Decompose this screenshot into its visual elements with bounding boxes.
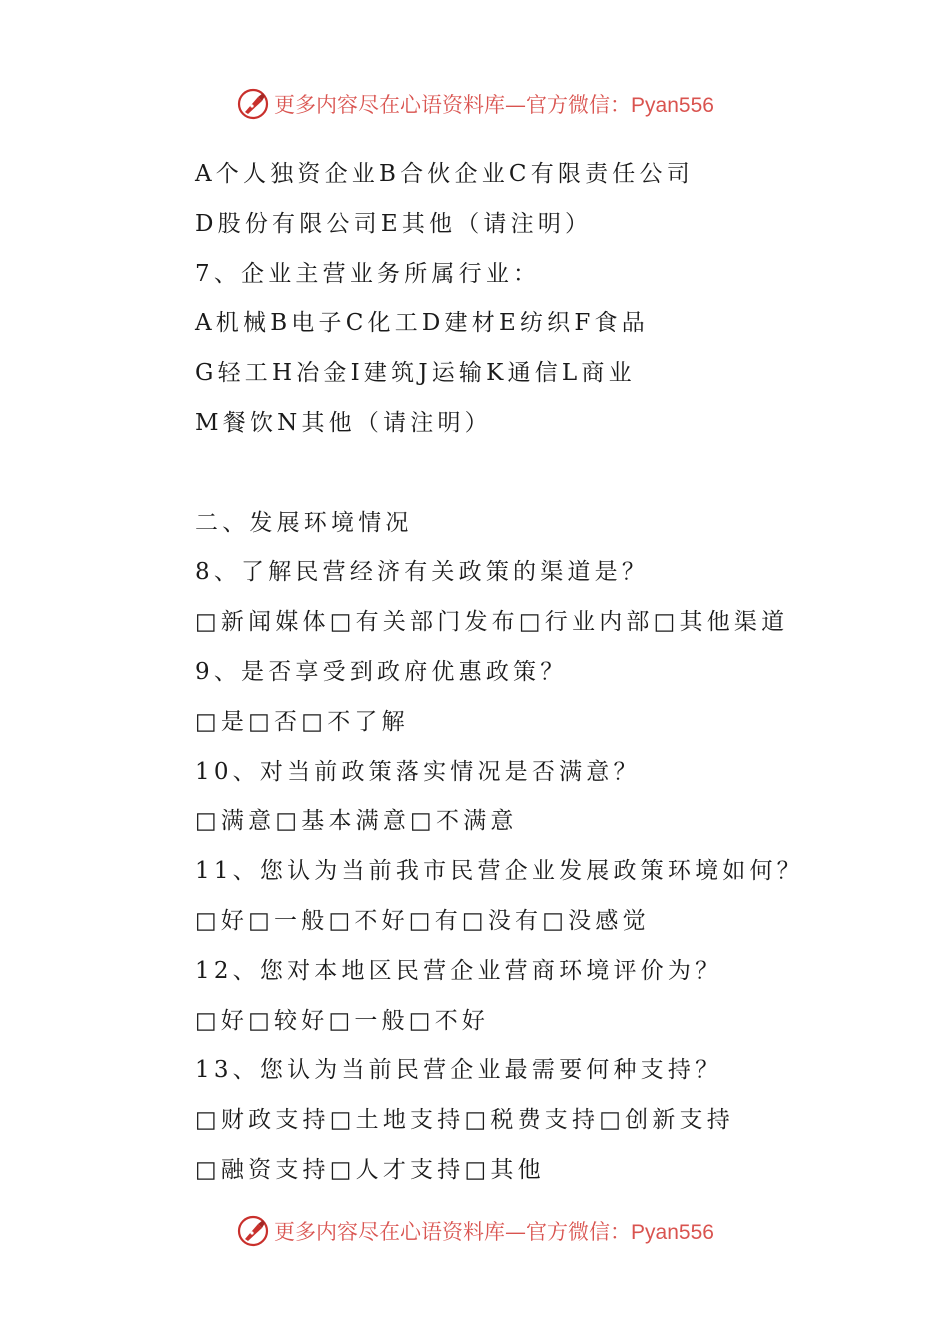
options-8: □新闻媒体□有关部门发布□行业内部□其他渠道 — [195, 609, 789, 636]
question-12: 12、您对本地区民营企业营商环境评价为？ — [195, 957, 723, 984]
watermark-text: 更多内容尽在心语资料库—官方微信：Pyan556 — [274, 1220, 714, 1244]
question-13: 13、您认为当前民营企业最需要何种支持？ — [195, 1057, 723, 1084]
pen-nib-logo-icon — [236, 1214, 270, 1248]
options-13-cont: □融资支持□人才支持□其他 — [195, 1156, 545, 1183]
document-body — [195, 150, 915, 1196]
question-9: 9、是否享受到政府优惠政策？ — [195, 658, 568, 685]
pen-nib-logo-icon — [236, 87, 270, 121]
options-13: □财政支持□土地支持□税费支持□创新支持 — [195, 1107, 734, 1134]
question-11: 11、您认为当前我市民营企业发展政策环境如何？ — [195, 858, 804, 885]
text-line: A机械B电子C化工D建材E纺织F食品 — [195, 310, 649, 337]
text-line: A个人独资企业B合伙企业C有限责任公司 — [195, 161, 694, 187]
question-7: 7、企业主营业务所属行业： — [195, 260, 541, 287]
watermark-text: 更多内容尽在心语资料库—官方微信：Pyan556 — [274, 93, 714, 117]
options-9: □是□否□不了解 — [195, 708, 409, 735]
options-10: □满意□基本满意□不满意 — [195, 808, 518, 835]
options-11: □好□一般□不好□有□没有□没感觉 — [195, 907, 650, 934]
question-10: 10、对当前政策落实情况是否满意？ — [195, 758, 641, 785]
section-heading: 二、发展环境情况 — [195, 509, 413, 536]
question-8: 8、了解民营经济有关政策的渠道是？ — [195, 559, 650, 586]
footer-watermark — [0, 1211, 950, 1251]
header-watermark — [0, 84, 950, 124]
options-12: □好□较好□一般□不好 — [195, 1007, 490, 1034]
text-line: G轻工H冶金I建筑J运输K通信L商业 — [195, 360, 636, 387]
text-line: M餐饮N其他（请注明） — [195, 409, 492, 436]
blank-line — [195, 449, 915, 499]
text-line: D股份有限公司E其他（请注明） — [195, 210, 593, 237]
